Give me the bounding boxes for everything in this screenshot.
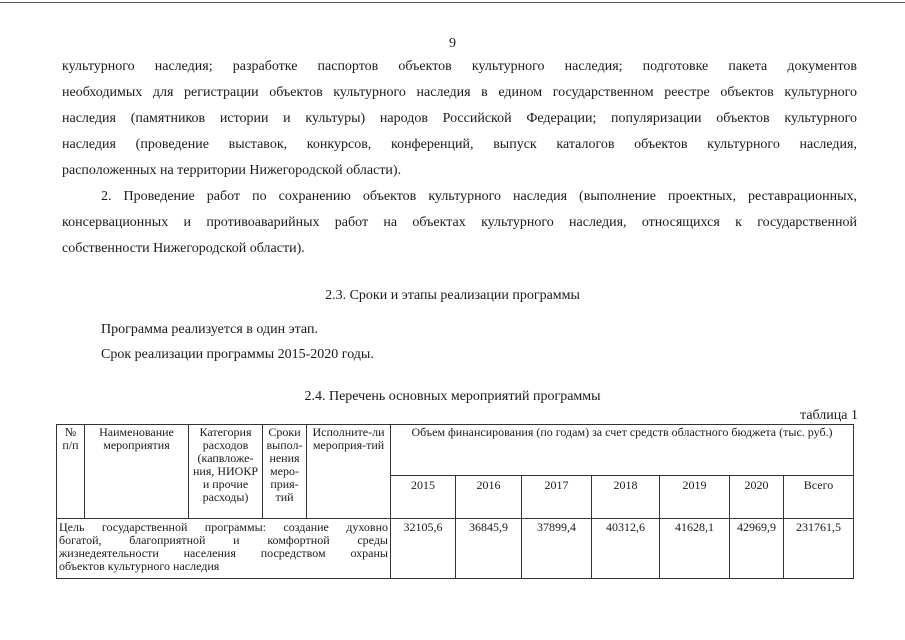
section-2-4-heading: 2.4. Перечень основных мероприятий программы: [304, 389, 601, 404]
table-header-row: [57, 425, 854, 476]
paragraph-2-line-2: консервационных и противоаварийных работ на объектах культурного наследия, относящихся к государственной: [62, 215, 857, 230]
year-2019: 2019: [660, 476, 730, 519]
paragraph-1-line-4: наследия (проведение выставок, конкурсов, конференций, выпуск каталогов объектов культурного наследия,: [62, 137, 857, 152]
value-2016: 36845,9: [456, 519, 522, 579]
year-2017: 2017: [522, 476, 592, 519]
header-name: Наименование мероприятия: [85, 425, 189, 519]
paragraph-1-line-5: расположенных на территории Нижегородской области).: [62, 163, 402, 178]
section-2-3-line-2: Срок реализации программы 2015-2020 годы.: [101, 347, 374, 362]
goal-line-3: жизнедеятельности населения посредством охраны: [59, 546, 388, 560]
value-2019: 41628,1: [660, 519, 730, 579]
page-top-rule: [0, 2, 905, 3]
value-total: 231761,5: [784, 519, 854, 579]
value-2020: 42969,9: [730, 519, 784, 579]
table-row: [57, 519, 854, 579]
paragraph-2-line-1: 2. Проведение работ по сохранению объектов культурного наследия (выполнение проектных, реставрационных,: [101, 189, 857, 204]
year-2020: 2020: [730, 476, 784, 519]
year-2018: 2018: [592, 476, 660, 519]
section-2-3-heading: 2.3. Сроки и этапы реализации программы: [325, 288, 580, 303]
paragraph-1-line-1: культурного наследия; разработке паспортов объектов культурного наследия; подготовке пакета документов: [62, 59, 857, 74]
goal-text: [57, 519, 391, 579]
year-2015: 2015: [391, 476, 456, 519]
paragraph-1-line-2: необходимых для регистрации объектов культурного наследия в едином государственном реестре объектов культурного: [62, 85, 857, 100]
value-2017: 37899,4: [522, 519, 592, 579]
section-2-3-line-1: Программа реализуется в один этап.: [101, 322, 318, 337]
header-terms: Сроки выпол-нения меро-прия-тий: [263, 425, 307, 519]
goal-line-2: богатой, благоприятной и комфортной среды: [59, 533, 388, 547]
header-num: № п/п: [57, 425, 85, 519]
year-total: Всего: [784, 476, 854, 519]
header-funding: Объем финансирования (по годам) за счет средств областного бюджета (тыс. руб.): [391, 425, 854, 476]
header-executors: Исполните-ли мероприя-тий: [307, 425, 391, 519]
goal-line-1: Цель государственной программы: создание духовно: [59, 520, 388, 534]
value-2018: 40312,6: [592, 519, 660, 579]
table-caption: таблица 1: [800, 408, 858, 423]
page-number: 9: [449, 36, 456, 51]
header-category: Категория расходов (капвложе-ния, НИОКР и прочие расходы): [189, 425, 263, 519]
financing-table: [56, 424, 854, 579]
value-2015: 32105,6: [391, 519, 456, 579]
year-2016: 2016: [456, 476, 522, 519]
paragraph-1-line-3: наследия (памятников истории и культуры) народов Российской Федерации; популяризации объектов культурного: [62, 111, 857, 126]
paragraph-2-line-3: собственности Нижегородской области).: [62, 241, 305, 256]
goal-line-4: объектов культурного наследия: [59, 559, 220, 573]
